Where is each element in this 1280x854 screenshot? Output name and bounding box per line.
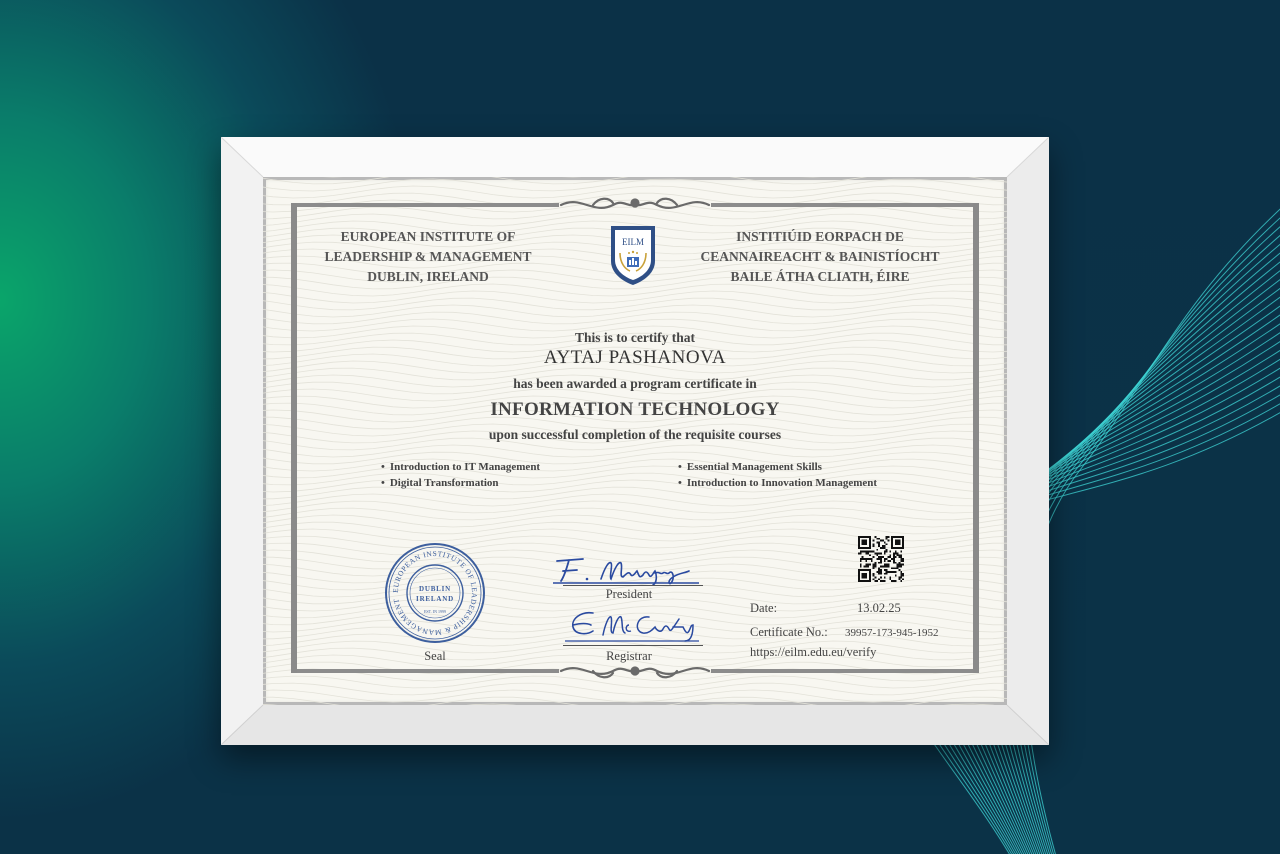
qr-module — [887, 536, 889, 538]
qr-module — [873, 573, 875, 575]
qr-module — [869, 551, 871, 553]
qr-module — [884, 569, 886, 571]
qr-module — [869, 564, 871, 566]
qr-module — [867, 564, 869, 566]
qr-module — [876, 549, 878, 551]
qr-module — [893, 580, 895, 582]
qr-module — [887, 540, 889, 542]
qr-module — [876, 538, 878, 540]
qr-module — [893, 556, 895, 558]
qr-module — [889, 554, 891, 556]
qr-module — [864, 565, 866, 567]
qr-module — [893, 554, 895, 556]
qr-module — [884, 542, 886, 544]
header-right-line: BAILE ÁTHA CLIATH, ÉIRE — [730, 269, 910, 284]
qr-module — [864, 551, 866, 553]
qr-module — [886, 543, 888, 545]
president-signature — [549, 553, 709, 587]
qr-module — [895, 562, 897, 564]
qr-module — [884, 573, 886, 575]
qr-module — [880, 576, 882, 578]
president-label: President — [605, 587, 653, 601]
qr-module — [891, 580, 893, 582]
qr-module — [876, 554, 878, 556]
qr-module — [871, 551, 873, 553]
qr-module — [860, 565, 862, 567]
eilm-logo — [608, 223, 658, 287]
header-right-line: INSTITIÚID EORPACH DE — [736, 229, 904, 244]
qr-module — [884, 576, 886, 578]
seal-est-text: EST. IN 1999 — [423, 609, 447, 614]
qr-module — [860, 560, 862, 562]
header-left-line: EUROPEAN INSTITUTE OF — [340, 229, 516, 244]
qr-module — [902, 578, 904, 580]
qr-module — [869, 554, 871, 556]
qr-module — [889, 578, 891, 580]
qr-module — [886, 558, 888, 560]
qr-module — [865, 558, 867, 560]
qr-module — [884, 564, 886, 566]
qr-module — [880, 573, 882, 575]
registrar-signature-line — [563, 645, 703, 646]
qr-module — [862, 540, 868, 546]
qr-module — [900, 554, 902, 556]
qr-module — [902, 575, 904, 577]
qr-module — [878, 567, 880, 569]
qr-module — [878, 571, 880, 573]
date-value: 13.02.25 — [857, 601, 901, 615]
qr-module — [884, 580, 886, 582]
course-item: • Essential Management Skills — [678, 459, 877, 475]
qr-module — [875, 536, 877, 538]
qr-module — [860, 564, 862, 566]
seal-center-line1: DUBLIN — [418, 585, 452, 593]
qr-module — [878, 545, 880, 547]
qr-module — [878, 578, 880, 580]
top-flourish — [561, 199, 709, 208]
qr-module — [858, 553, 860, 555]
recipient-name: AYTAJ PASHANOVA — [543, 347, 727, 368]
qr-module — [900, 564, 902, 566]
qr-module — [875, 580, 877, 582]
awarded-text: has been awarded a program certificate in — [513, 376, 757, 391]
qr-module — [889, 576, 891, 578]
qr-module — [893, 553, 895, 555]
qr-module — [860, 558, 862, 560]
qr-module — [895, 551, 897, 553]
course-item: • Introduction to Innovation Management — [678, 475, 877, 491]
qr-module — [880, 560, 882, 562]
qr-module — [887, 565, 889, 567]
qr-module — [895, 556, 897, 558]
qr-module — [898, 564, 900, 566]
qr-module — [867, 553, 869, 555]
qr-module — [880, 553, 882, 555]
qr-module — [900, 575, 902, 577]
qr-module — [886, 536, 888, 538]
qr-module — [898, 576, 900, 578]
qr-module — [873, 565, 875, 567]
picture-frame — [221, 137, 1049, 745]
qr-module — [871, 560, 873, 562]
qr-module — [887, 560, 889, 562]
qr-module — [900, 565, 902, 567]
qr-module — [893, 567, 895, 569]
qr-module — [887, 564, 889, 566]
qr-module — [895, 580, 897, 582]
certificate-paper — [263, 177, 1007, 705]
qr-module — [900, 576, 902, 578]
seal-label: Seal — [424, 649, 446, 663]
qr-module — [898, 554, 900, 556]
qr-module — [873, 540, 875, 542]
qr-module — [900, 573, 902, 575]
institute-name-english — [293, 227, 563, 287]
qr-module — [895, 571, 897, 573]
qr-module — [862, 558, 864, 560]
qr-module — [898, 565, 900, 567]
background-contour-line — [1019, 209, 1280, 854]
qr-module — [865, 551, 867, 553]
qr-module — [878, 553, 880, 555]
qr-module — [886, 571, 888, 573]
qr-module — [898, 569, 900, 571]
qr-module — [884, 565, 886, 567]
qr-module — [884, 558, 886, 560]
qr-module — [878, 538, 880, 540]
course-item: • Introduction to IT Management — [381, 459, 540, 475]
qr-module — [893, 558, 895, 560]
qr-module — [876, 553, 878, 555]
qr-module — [902, 564, 904, 566]
qr-module — [878, 542, 880, 544]
qr-module — [897, 564, 899, 566]
bottom-flourish — [561, 668, 709, 678]
qr-module — [860, 551, 862, 553]
qr-module — [900, 571, 902, 573]
qr-module — [900, 556, 902, 558]
qr-module — [891, 558, 893, 560]
background-contour-line — [1008, 227, 1280, 854]
svg-text:EUROPEAN INSTITUTE OF LEADERSH — [391, 549, 479, 637]
qr-module — [864, 558, 866, 560]
qr-module — [900, 560, 902, 562]
qr-module — [878, 573, 880, 575]
course-item: • Digital Transformation — [381, 475, 540, 491]
qr-module — [873, 567, 875, 569]
course-list-right — [678, 459, 877, 491]
qr-module — [873, 556, 875, 558]
qr-module — [902, 558, 904, 560]
qr-module — [882, 540, 884, 542]
qr-module — [882, 580, 884, 582]
qr-module — [876, 542, 878, 544]
qr-module — [862, 556, 864, 558]
qr-module — [865, 560, 867, 562]
qr-module — [873, 543, 875, 545]
date-label: Date: — [750, 601, 778, 615]
certify-text: This is to certify that — [575, 330, 695, 345]
program-name: INFORMATION TECHNOLOGY — [490, 399, 780, 420]
qr-module — [895, 567, 897, 569]
qr-module — [880, 580, 882, 582]
qr-module — [898, 562, 900, 564]
registrar-signature — [563, 605, 703, 645]
qr-module — [880, 571, 882, 573]
qr-module — [873, 578, 875, 580]
completion-text: upon successful completion of the requisite courses — [488, 427, 782, 442]
background-contour-line — [1014, 218, 1280, 854]
qr-module — [886, 573, 888, 575]
qr-module — [895, 540, 901, 546]
qr-module — [900, 558, 902, 560]
qr-module — [873, 545, 875, 547]
qr-module — [878, 562, 880, 564]
qr-module — [876, 580, 878, 582]
qr-module — [886, 564, 888, 566]
qr-module — [882, 545, 884, 547]
qr-module — [884, 553, 886, 555]
qr-module — [893, 560, 895, 562]
qr-module — [895, 553, 897, 555]
seal-center-line2: IRELAND — [416, 595, 454, 603]
qr-module — [889, 560, 891, 562]
qr-module — [880, 562, 882, 564]
qr-module — [882, 565, 884, 567]
qr-module — [876, 558, 878, 560]
qr-module — [891, 567, 893, 569]
qr-module — [880, 540, 882, 542]
qr-module — [886, 569, 888, 571]
qr-module — [897, 553, 899, 555]
qr-module — [860, 553, 862, 555]
qr-module — [884, 545, 886, 547]
qr-module — [880, 565, 882, 567]
qr-module — [873, 564, 875, 566]
qr-module — [897, 565, 899, 567]
qr-module — [873, 575, 875, 577]
qr-module — [880, 556, 882, 558]
qr-module — [867, 551, 869, 553]
qr-module — [898, 556, 900, 558]
qr-module — [884, 547, 886, 549]
qr-module — [891, 571, 893, 573]
qr-module — [893, 562, 895, 564]
qr-module — [873, 551, 875, 553]
qr-module — [887, 571, 889, 573]
course-list-left — [381, 459, 540, 491]
certificate-number-value: 39957-173-945-1952 — [845, 627, 939, 639]
qr-module — [900, 580, 902, 582]
qr-module — [893, 571, 895, 573]
qr-module — [875, 564, 877, 566]
qr-module — [902, 573, 904, 575]
qr-module — [884, 560, 886, 562]
qr-module — [886, 551, 888, 553]
qr-module — [875, 562, 877, 564]
qr-module — [897, 554, 899, 556]
qr-module — [862, 573, 868, 579]
qr-module — [878, 558, 880, 560]
logo-text: EILM — [622, 237, 644, 247]
qr-module — [867, 565, 869, 567]
qr-module — [882, 556, 884, 558]
qr-module — [880, 547, 882, 549]
qr-module — [880, 558, 882, 560]
qr-module — [869, 558, 871, 560]
registrar-label: Registrar — [606, 649, 652, 663]
qr-module — [875, 565, 877, 567]
verify-url-link[interactable]: https://eilm.edu.eu/verify — [750, 645, 877, 659]
qr-module — [878, 569, 880, 571]
qr-module — [889, 571, 891, 573]
qr-module — [865, 565, 867, 567]
qr-module — [876, 571, 878, 573]
qr-module — [878, 543, 880, 545]
background-contour-line — [1025, 200, 1280, 854]
qr-module — [865, 553, 867, 555]
qr-module — [880, 569, 882, 571]
qr-module — [889, 551, 891, 553]
qr-module — [871, 558, 873, 560]
qr-module — [902, 560, 904, 562]
qr-module — [895, 575, 897, 577]
qr-module — [889, 556, 891, 558]
qr-module — [886, 565, 888, 567]
qr-module — [900, 551, 902, 553]
header-right-line: CEANNAIREACHT & BAINISTÍOCHT — [700, 249, 940, 264]
qr-module — [898, 578, 900, 580]
qr-module — [886, 538, 888, 540]
qr-module — [867, 558, 869, 560]
header-left-line: DUBLIN, IRELAND — [367, 269, 489, 284]
qr-module — [875, 576, 877, 578]
president-signature-line — [563, 585, 703, 586]
institute-seal — [383, 541, 487, 645]
certificate-number-label: Certificate No.: — [750, 625, 828, 639]
qr-module — [878, 556, 880, 558]
qr-module — [887, 556, 889, 558]
qr-module — [897, 567, 899, 569]
qr-module — [882, 547, 884, 549]
qr-module — [884, 551, 886, 553]
seal-ring-text: EUROPEAN INSTITUTE OF LEADERSHIP & MANAGEMENT — [390, 548, 480, 638]
qr-module — [865, 564, 867, 566]
qr-module — [875, 553, 877, 555]
qr-module — [862, 551, 864, 553]
institute-name-irish — [685, 227, 955, 287]
header-left-line: LEADERSHIP & MANAGEMENT — [324, 249, 532, 264]
qr-module — [886, 549, 888, 551]
verification-qr-code[interactable] — [858, 536, 904, 582]
